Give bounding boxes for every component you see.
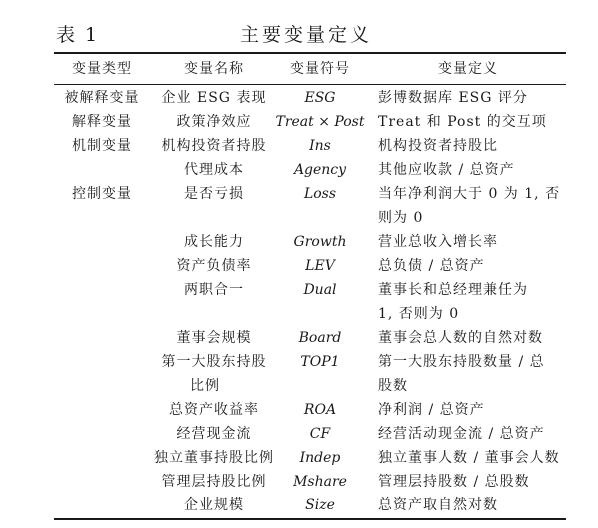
top-rule <box>54 52 566 54</box>
row-symbol: Agency <box>293 162 347 178</box>
row-symbol: Ins <box>309 138 331 154</box>
row-name: 是否亏损 <box>184 186 244 202</box>
row-type: 机制变量 <box>72 138 132 154</box>
row-definition-cont: 股数 <box>378 378 408 394</box>
row-definition: 营业总收入增长率 <box>378 234 498 250</box>
row-name: 企业规模 <box>184 497 244 513</box>
row-type: 解释变量 <box>72 114 132 130</box>
header-name: 变量名称 <box>184 61 244 77</box>
row-name: 管理层持股比例 <box>161 474 267 490</box>
row-definition: 彭博数据库 ESG 评分 <box>378 90 528 106</box>
row-name: 独立董事持股比例 <box>154 450 274 466</box>
row-name: 资产负债率 <box>176 258 252 274</box>
header-type: 变量类型 <box>72 61 132 77</box>
row-definition-cont: 则为 0 <box>378 210 424 226</box>
row-symbol: Treat × Post <box>275 114 365 130</box>
table-title: 主要变量定义 <box>240 24 373 46</box>
row-symbol: Board <box>298 330 342 346</box>
row-name: 第一大股东持股 <box>161 354 267 370</box>
row-name: 经营现金流 <box>176 426 252 442</box>
header-definition: 变量定义 <box>438 61 498 77</box>
row-definition: Treat 和 Post 的交互项 <box>378 114 547 130</box>
header-symbol: 变量符号 <box>290 61 350 77</box>
row-definition: 其他应收款 / 总资产 <box>378 162 515 178</box>
row-definition: 经营活动现金流 / 总资产 <box>378 426 545 442</box>
row-symbol: Mshare <box>293 474 347 490</box>
row-name: 总资产收益率 <box>169 402 259 418</box>
row-name: 代理成本 <box>184 162 244 178</box>
row-definition: 董事长和总经理兼任为 <box>378 282 528 298</box>
row-symbol: ESG <box>304 90 336 106</box>
row-symbol: Size <box>305 497 335 513</box>
row-symbol: CF <box>309 426 331 442</box>
row-symbol: ROA <box>303 402 337 418</box>
row-definition: 当年净利润大于 0 为 1, 否 <box>378 186 561 202</box>
row-name: 两职合一 <box>184 282 244 298</box>
row-type: 被解释变量 <box>64 90 140 106</box>
row-name: 董事会规模 <box>176 330 252 346</box>
row-type: 控制变量 <box>72 186 132 202</box>
row-symbol: Growth <box>293 234 347 250</box>
table-number: 表 1 <box>56 24 100 46</box>
row-symbol: LEV <box>305 258 335 274</box>
row-symbol: TOP1 <box>300 354 340 370</box>
row-definition-cont: 1, 否则为 0 <box>378 306 460 322</box>
row-symbol: Indep <box>299 450 341 466</box>
row-symbol: Loss <box>303 186 337 202</box>
row-definition: 总负债 / 总资产 <box>378 258 485 274</box>
row-name: 企业 ESG 表现 <box>161 90 267 106</box>
row-definition: 管理层持股数 / 总股数 <box>378 474 530 490</box>
row-definition: 机构投资者持股比 <box>378 138 498 154</box>
row-name: 机构投资者持股 <box>161 138 267 154</box>
row-symbol: Dual <box>303 282 337 298</box>
row-definition: 总资产取自然对数 <box>378 497 498 513</box>
row-definition: 董事会总人数的自然对数 <box>378 330 543 346</box>
row-name-cont: 比例 <box>190 378 220 394</box>
row-name: 政策净效应 <box>176 114 252 130</box>
row-name: 成长能力 <box>184 234 244 250</box>
row-definition: 净利润 / 总资产 <box>378 402 485 418</box>
row-definition: 第一大股东持股数量 / 总 <box>378 354 545 370</box>
row-definition: 独立董事人数 / 董事会人数 <box>378 450 560 466</box>
header-rule <box>54 84 566 85</box>
bottom-rule <box>54 518 566 520</box>
